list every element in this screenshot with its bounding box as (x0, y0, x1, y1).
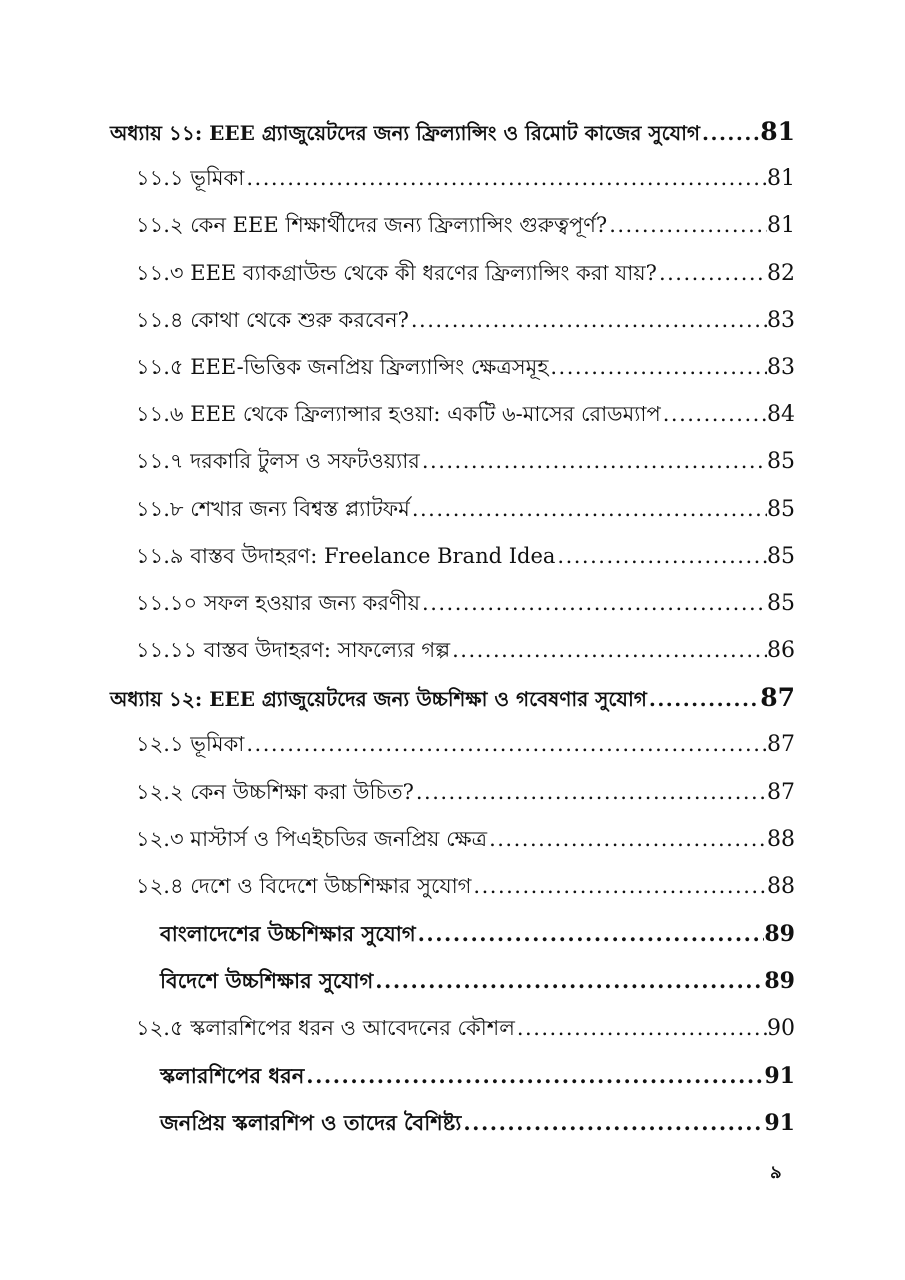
toc-subentry[interactable] (110, 1099, 795, 1146)
toc-entry-chapter-12[interactable] (110, 674, 795, 721)
toc-entry[interactable] (110, 1005, 795, 1052)
page-number: ৯ (770, 1162, 782, 1183)
toc-subentry[interactable] (110, 1052, 795, 1099)
dot-leader (471, 863, 767, 910)
toc-entry[interactable] (110, 533, 795, 580)
toc-entry-page: 82 (767, 260, 795, 286)
toc-entry-title: ১১.১০ সফল হওয়ার জন্য করণীয় (136, 590, 421, 615)
toc-entry[interactable] (110, 155, 795, 202)
dot-leader (555, 533, 767, 580)
toc-entry[interactable] (110, 627, 795, 674)
toc-entry-page: 87 (767, 732, 795, 758)
toc-entry-title: ১১.৬ EEE থেকে ফ্রিল্যান্সার হওয়া: একটি ৬-মাসের রোডম্যাপ (136, 402, 661, 427)
toc-entry-page: 85 (767, 543, 795, 569)
dot-leader (661, 391, 767, 438)
toc-entry[interactable] (110, 721, 795, 768)
toc-entry-page: 86 (767, 638, 795, 664)
dot-leader (487, 816, 767, 863)
toc-entry-title: জনপ্রিয় স্কলারশিপ ও তাদের বৈশিষ্ট্য (160, 1109, 462, 1135)
toc-entry-page: 81 (760, 117, 795, 146)
dot-leader (420, 438, 767, 485)
dot-leader (548, 344, 767, 391)
dot-leader (304, 1052, 764, 1099)
toc-entry-title: ১১.২ কেন EEE শিক্ষার্থীদের জন্য ফ্রিল্যান্সিং গুরুত্বপূর্ণ? (136, 213, 608, 238)
toc-entry[interactable] (110, 297, 795, 344)
toc-entry-page: 89 (764, 921, 795, 948)
toc-entry-page: 90 (767, 1015, 795, 1041)
toc-entry-page: 81 (767, 213, 795, 239)
toc-entry-page: 81 (767, 166, 795, 192)
dot-leader (607, 202, 767, 249)
toc-subentry[interactable] (110, 957, 795, 1004)
toc-entry[interactable] (110, 202, 795, 249)
toc-entry-page: 83 (767, 354, 795, 380)
toc-entry-page: 85 (767, 449, 795, 475)
dot-leader (410, 486, 767, 533)
dot-leader (657, 250, 767, 297)
dot-leader (244, 721, 767, 768)
toc-entry-title: ১১.৭ দরকারি টুলস ও সফটওয়্যার (136, 449, 420, 474)
toc-entry-title: ১১.৫ EEE-ভিত্তিক জনপ্রিয় ফ্রিল্যান্সিং ক্ষেত্রসমূহ (136, 354, 549, 379)
toc-entry-title: ১২.১ ভূমিকা (136, 732, 245, 757)
toc-entry-page: 87 (767, 779, 795, 805)
toc-entry-page: 85 (767, 590, 795, 616)
dot-leader (515, 1005, 767, 1052)
toc-entry-page: 88 (767, 826, 795, 852)
toc-entry[interactable] (110, 486, 795, 533)
toc-entry-page: 88 (767, 874, 795, 899)
toc-entry-page: 89 (764, 968, 795, 995)
toc-entry-title: অধ্যায় ১১: EEE গ্র্যাজুয়েটদের জন্য ফ্রিল্যান্সিং ও রিমোট কাজের সুযোগ (110, 121, 701, 145)
toc-entry-page: 85 (767, 496, 795, 522)
dot-leader (450, 627, 767, 674)
toc-entry[interactable] (110, 816, 795, 863)
toc-entry[interactable] (110, 391, 795, 438)
toc-entry-title: ১১.১১ বাস্তব উদাহরণ: সাফল্যের গল্প (136, 638, 451, 663)
dot-leader (461, 1099, 764, 1146)
toc-entry-title: অধ্যায় ১২: EEE গ্র্যাজুয়েটদের জন্য উচ্চশিক্ষা ও গবেষণার সুযোগ (110, 687, 647, 712)
toc-entry[interactable] (110, 580, 795, 627)
toc-entry[interactable] (110, 863, 795, 910)
toc-entry-title: ১১.৮ শেখার জন্য বিশ্বস্ত প্ল্যাটফর্ম (136, 496, 410, 521)
dot-leader (373, 957, 764, 1004)
toc-entry-title: ১২.৫ স্কলারশিপের ধরন ও আবেদনের কৌশল (136, 1015, 515, 1040)
table-of-contents (110, 108, 795, 1146)
toc-entry-title: বিদেশে উচ্চশিক্ষার সুযোগ (160, 968, 374, 994)
toc-entry-title: স্কলারশিপের ধরন (160, 1062, 305, 1088)
toc-entry-title: ১১.৩ EEE ব্যাকগ্রাউন্ড থেকে কী ধরণের ফ্রিল্যান্সিং করা যায়? (136, 260, 657, 285)
toc-entry-page: 83 (767, 307, 795, 333)
toc-entry-page: 91 (764, 1109, 795, 1136)
toc-entry-page: 84 (767, 402, 795, 428)
toc-entry-chapter-11[interactable] (110, 108, 795, 155)
toc-entry[interactable] (110, 250, 795, 297)
toc-entry-title: ১২.৩ মাস্টার্স ও পিএইচডির জনপ্রিয় ক্ষেত্র (136, 826, 488, 851)
toc-entry-page: 91 (764, 1062, 795, 1089)
dot-leader (414, 769, 767, 816)
toc-entry-title: ১১.৪ কোথা থেকে শুরু করবেন? (136, 307, 409, 332)
toc-entry-title: ১২.২ কেন উচ্চশিক্ষা করা উচিত? (136, 779, 414, 804)
toc-entry-title: বাংলাদেশের উচ্চশিক্ষার সুযোগ (160, 921, 416, 947)
dot-leader (409, 297, 767, 344)
toc-subentry[interactable] (110, 910, 795, 957)
dot-leader (647, 676, 760, 723)
dot-leader (244, 155, 767, 202)
dot-leader (420, 580, 767, 627)
dot-leader (416, 910, 765, 957)
toc-entry[interactable] (110, 438, 795, 485)
toc-entry-title: ১১.৯ বাস্তব উদাহরণ: Freelance Brand Idea (136, 543, 556, 568)
toc-entry-page: 87 (760, 683, 795, 713)
toc-entry[interactable] (110, 769, 795, 816)
toc-entry-title: ১২.৪ দেশে ও বিদেশে উচ্চশিক্ষার সুযোগ (136, 874, 472, 898)
toc-entry-title: ১১.১ ভূমিকা (136, 166, 245, 191)
dot-leader (700, 110, 760, 157)
toc-entry[interactable] (110, 344, 795, 391)
